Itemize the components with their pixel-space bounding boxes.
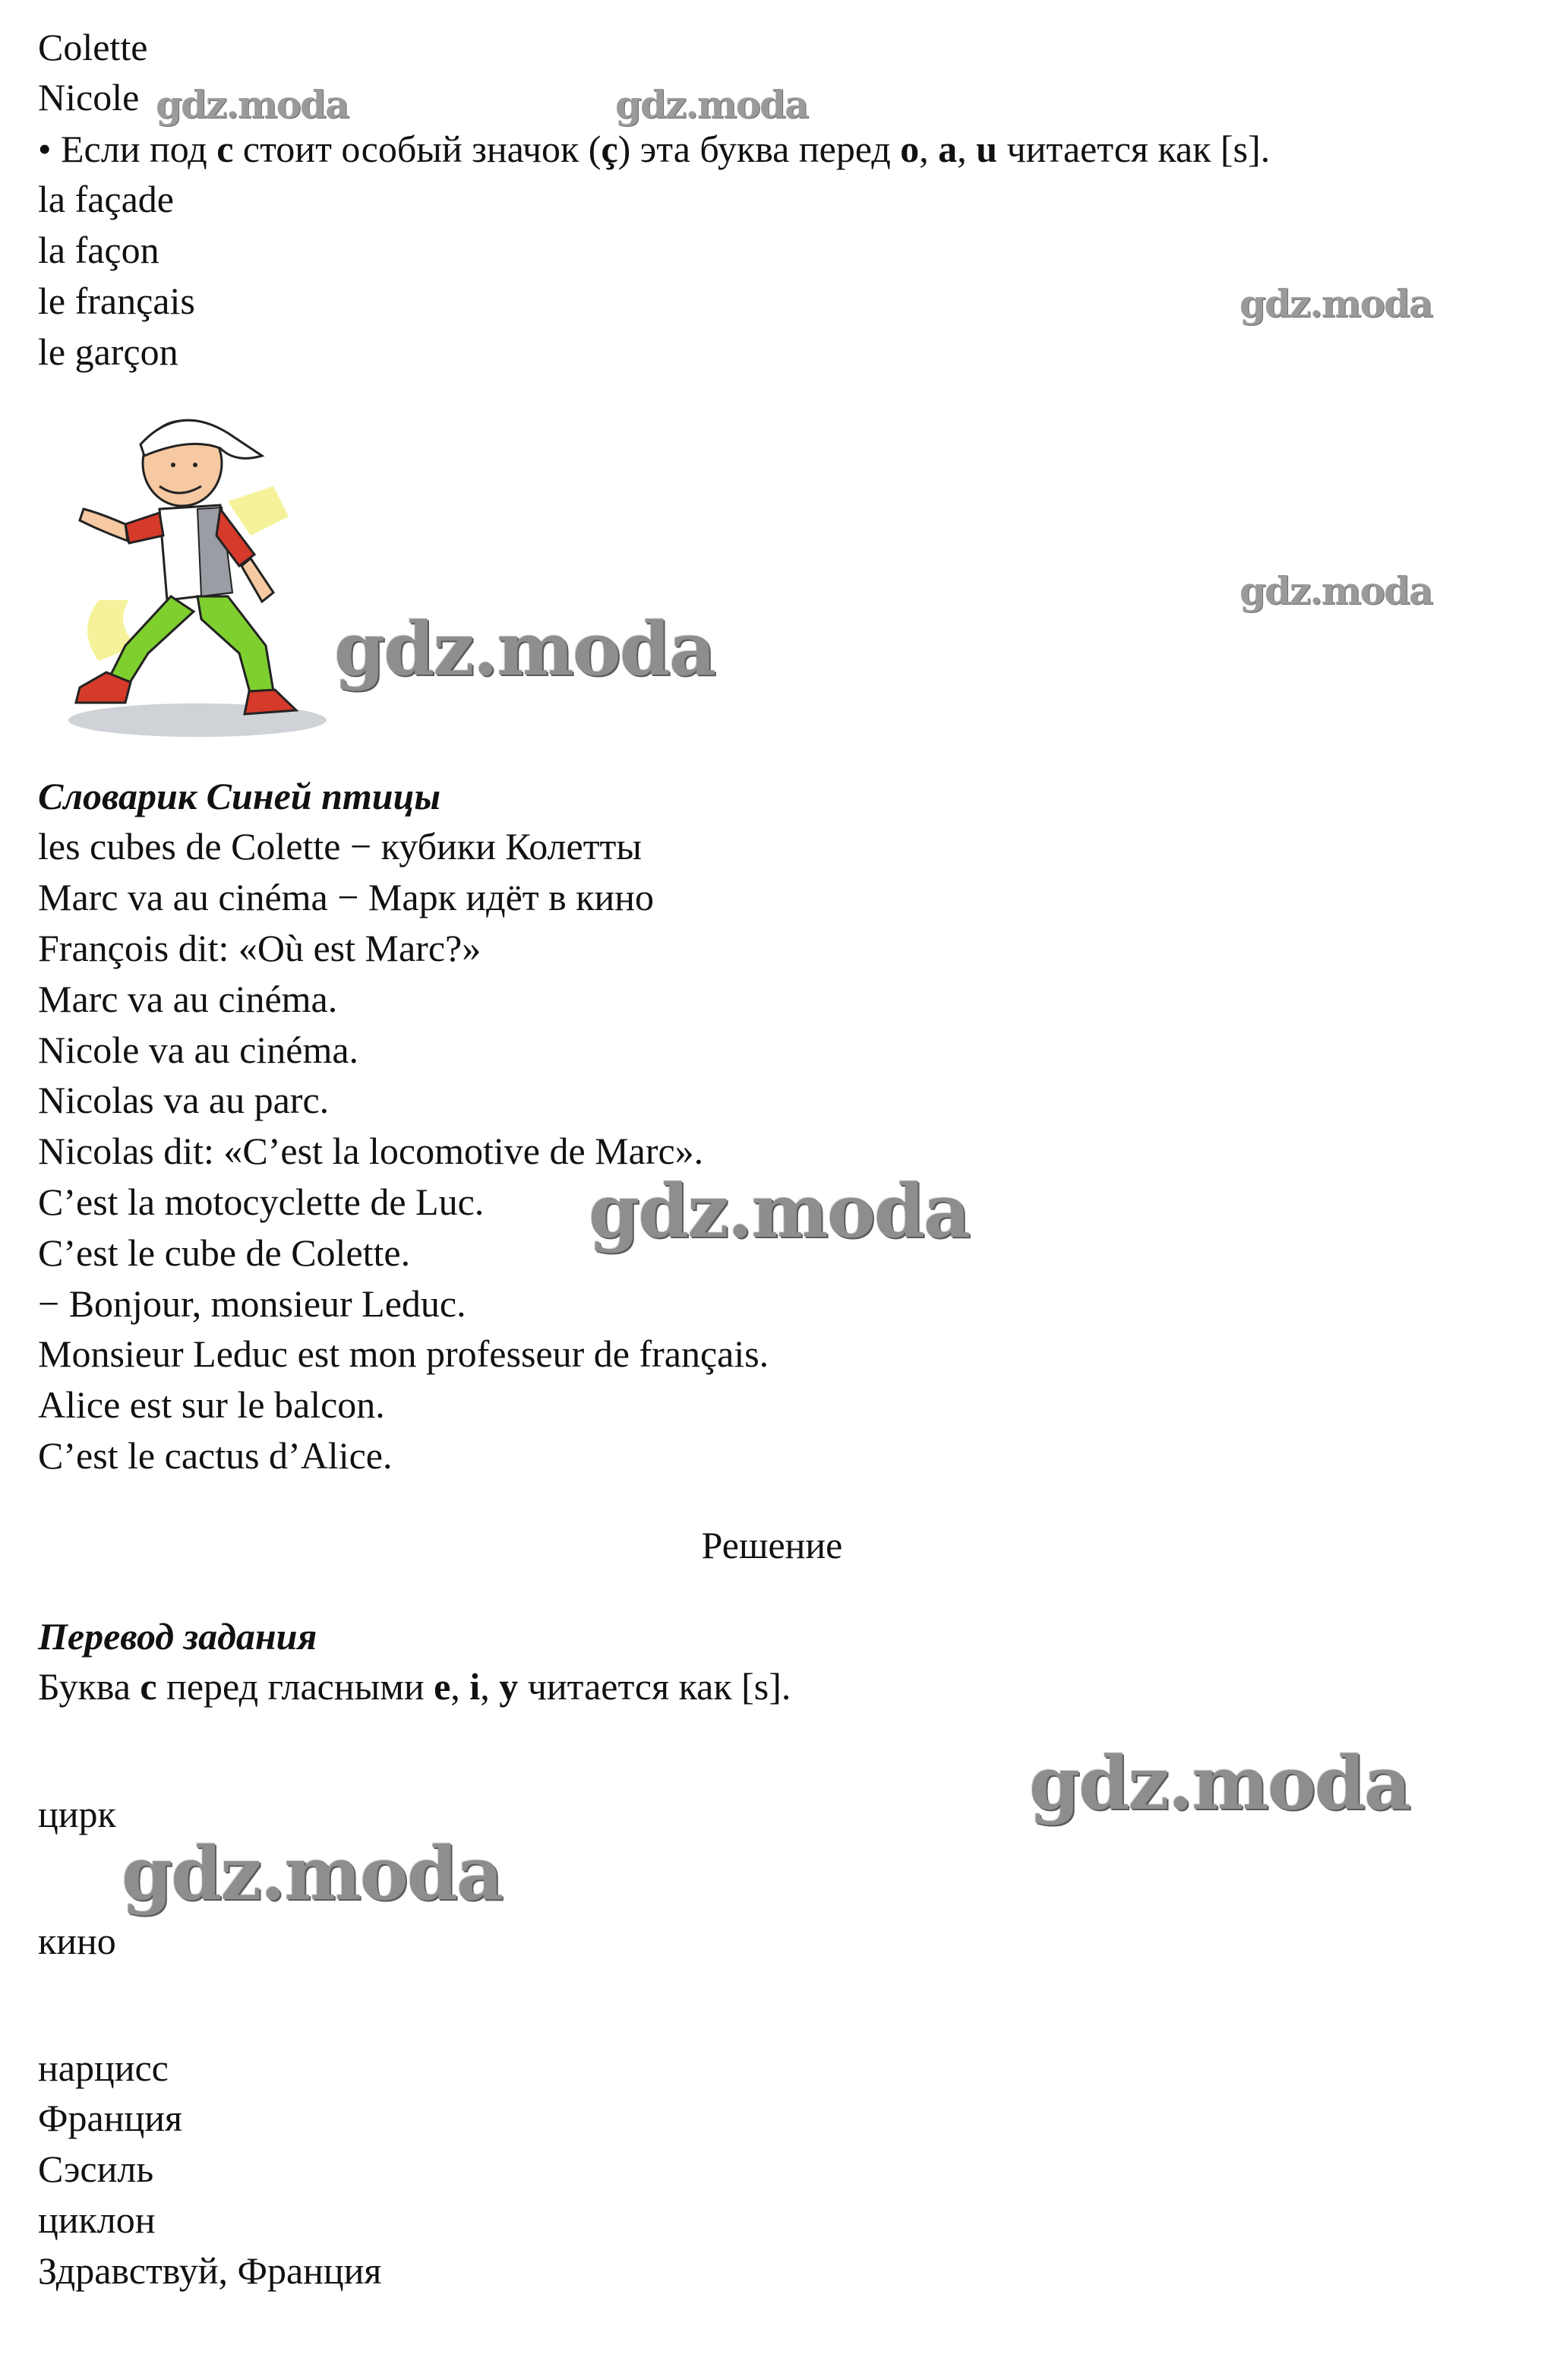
answer-line: Сэсиль bbox=[38, 2148, 154, 2190]
watermark: gdz.moda bbox=[589, 1168, 970, 1254]
answer-line: циклон bbox=[38, 2198, 156, 2241]
dictionary-line: C’est le cube de Colette. bbox=[38, 1231, 411, 1274]
dictionary-line: Monsieur Leduc est mon professeur de français. bbox=[38, 1332, 769, 1375]
watermark: gdz.moda bbox=[1239, 281, 1432, 326]
dictionary-line: Marc va au cinéma − Марк идёт в кино bbox=[38, 876, 655, 918]
answer-line: цирк bbox=[38, 1793, 116, 1835]
dictionary-line: C’est la motocyclette de Luc. bbox=[38, 1181, 485, 1223]
watermark: gdz.moda bbox=[122, 1831, 503, 1917]
watermark: gdz.moda bbox=[1239, 568, 1432, 613]
arm bbox=[80, 509, 128, 541]
walking-boy-illustration bbox=[46, 403, 365, 744]
translation-rule: Буква c перед гласными e, i, y читается как [s]. bbox=[38, 1665, 791, 1708]
watermark: gdz.moda bbox=[334, 606, 715, 692]
dictionary-line: les cubes de Colette − кубики Колетты bbox=[38, 825, 642, 868]
dictionary-line: Nicolas va au parc. bbox=[38, 1079, 330, 1121]
dictionary-line: C’est le cactus d’Alice. bbox=[38, 1434, 393, 1477]
sleeve bbox=[125, 513, 163, 543]
dictionary-line: Alice est sur le balcon. bbox=[38, 1383, 385, 1426]
eye bbox=[171, 463, 175, 467]
answer-line: Здравствуй, Франция bbox=[38, 2249, 382, 2292]
word-item: le français bbox=[38, 280, 195, 322]
section-title: Словарик Синей птицы bbox=[38, 775, 441, 817]
word-item: le garçon bbox=[38, 330, 178, 373]
answer-line: кино bbox=[38, 1920, 116, 1962]
pants-leg bbox=[197, 596, 273, 695]
shoe bbox=[245, 690, 296, 714]
watermark: gdz.moda bbox=[615, 82, 808, 127]
dictionary-line: François dit: «Où est Marc?» bbox=[38, 927, 482, 969]
watermark: gdz.moda bbox=[1029, 1740, 1410, 1826]
bullet: • bbox=[38, 128, 52, 170]
arm bbox=[242, 558, 273, 602]
cedilla-rule: • Если под c стоит особый значок (ç) эта буква перед o, a, u читается как [s]. bbox=[38, 128, 1271, 170]
motion-blur bbox=[228, 486, 289, 536]
answer-line: Франция bbox=[38, 2097, 182, 2139]
answer-line: нарцисс bbox=[38, 2047, 169, 2089]
text-line: Nicole bbox=[38, 76, 140, 119]
word-item: la façon bbox=[38, 229, 159, 271]
word-item: la façade bbox=[38, 178, 175, 220]
solution-heading: Решение bbox=[701, 1524, 843, 1566]
dictionary-line: Nicole va au cinéma. bbox=[38, 1029, 359, 1071]
eye bbox=[193, 463, 197, 467]
section-title: Перевод задания bbox=[38, 1615, 317, 1658]
dictionary-line: Nicolas dit: «C’est la locomotive de Marc». bbox=[38, 1130, 704, 1172]
watermark: gdz.moda bbox=[156, 82, 349, 127]
dictionary-line: Marc va au cinéma. bbox=[38, 978, 338, 1020]
dictionary-line: − Bonjour, monsieur Leduc. bbox=[38, 1282, 466, 1325]
text-line: Colette bbox=[38, 26, 148, 68]
